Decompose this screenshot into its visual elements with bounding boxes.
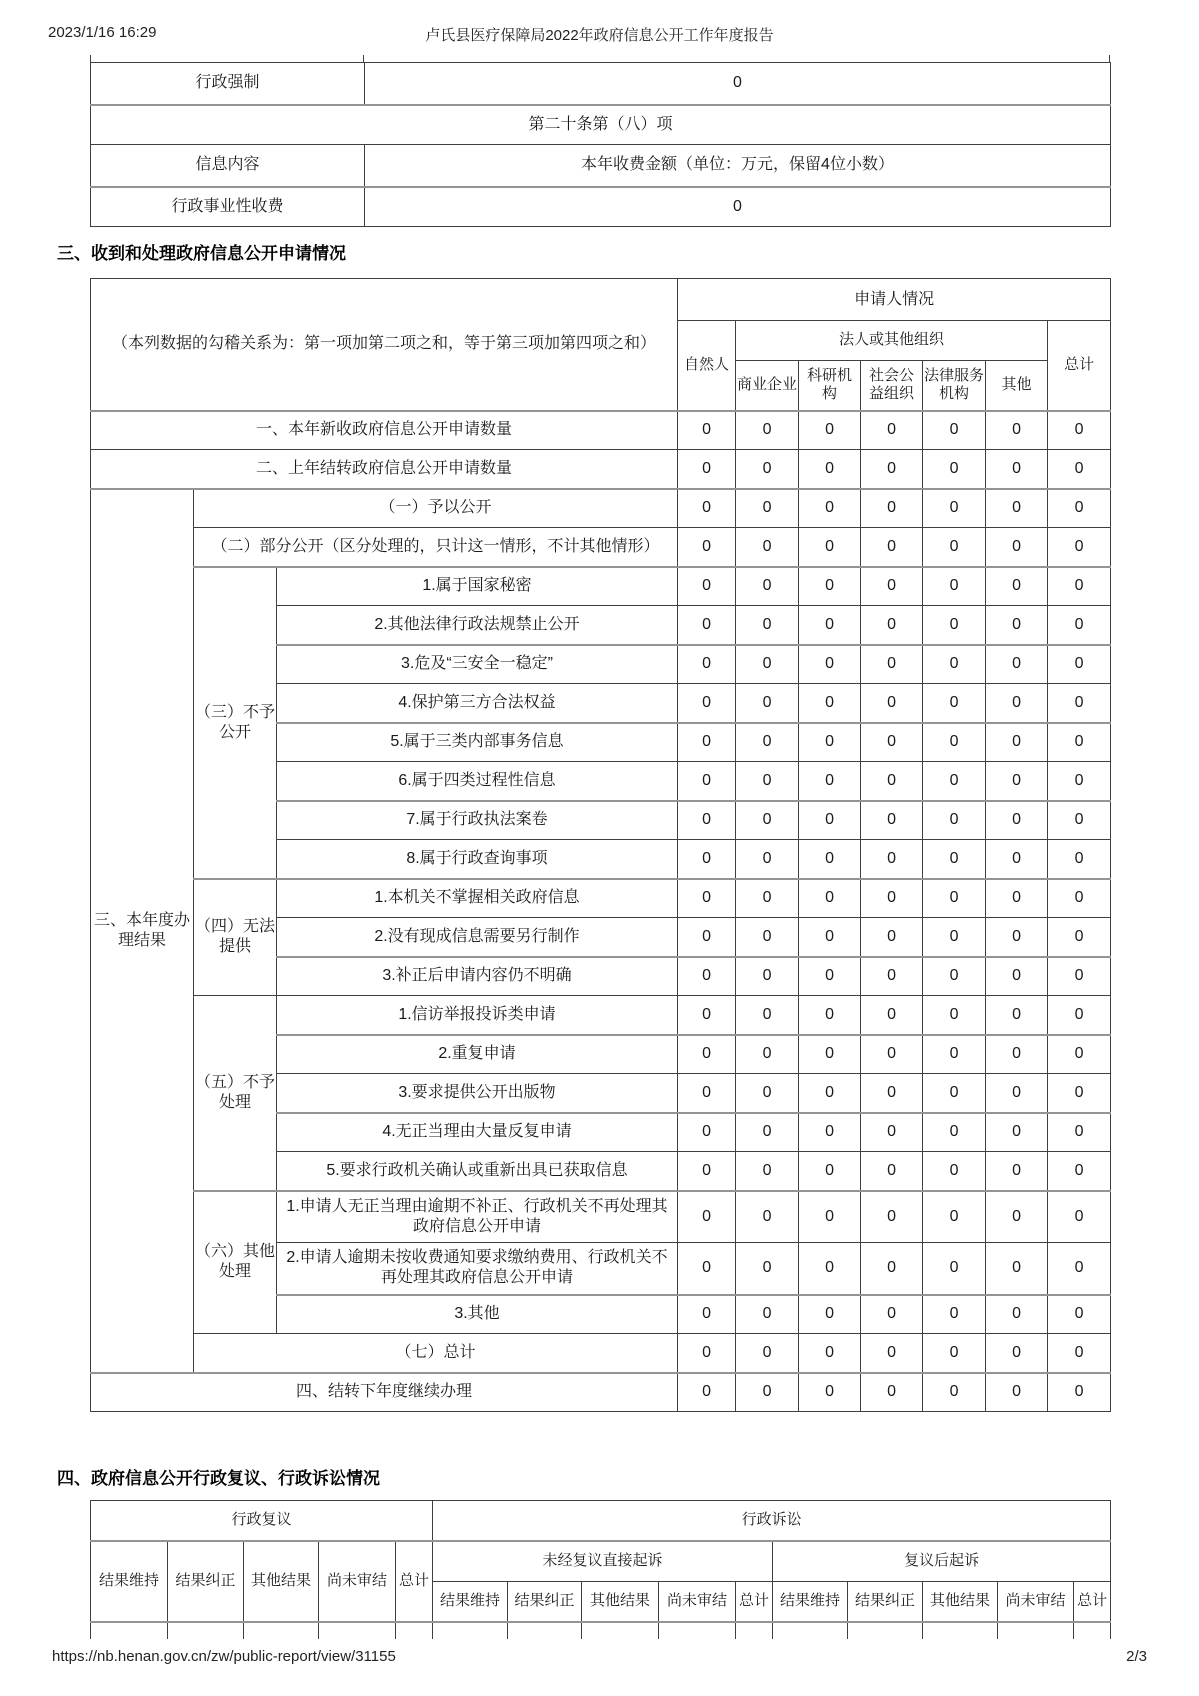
count-cell: 0 [1048, 450, 1111, 489]
count-cell: 0 [1048, 528, 1111, 567]
group-other-process: （六）其他处理 [194, 1191, 277, 1334]
count-cell: 0 [986, 1152, 1048, 1191]
count-cell: 0 [678, 1334, 736, 1373]
col-other: 其他 [986, 361, 1048, 411]
header-row [91, 1501, 1111, 1541]
count-cell: 0 [861, 1074, 923, 1113]
count-cell: 0 [736, 840, 799, 879]
table-row [91, 63, 1111, 105]
count-cell: 0 [799, 996, 861, 1035]
empty-cell [396, 1622, 433, 1639]
section-heading-review-litigation: 四、政府信息公开行政复议、行政诉讼情况 [57, 1469, 380, 1488]
count-cell: 0 [799, 762, 861, 801]
count-cell: 0 [678, 684, 736, 723]
count-cell: 0 [861, 606, 923, 645]
count-cell: 0 [923, 957, 986, 996]
count-cell: 0 [736, 801, 799, 840]
col-total: 总计 [1048, 321, 1111, 411]
group-annual-results: 三、本年度办理结果 [91, 489, 194, 1373]
count-cell: 0 [1048, 723, 1111, 762]
row-label: 2.重复申请 [277, 1035, 678, 1074]
row-label: 5.要求行政机关确认或重新出具已获取信息 [277, 1152, 678, 1191]
count-cell: 0 [1048, 684, 1111, 723]
col-research: 科研机构 [799, 361, 861, 411]
row-label: 2.其他法律行政法规禁止公开 [277, 606, 678, 645]
count-cell: 0 [799, 1373, 861, 1412]
col-result-corrected: 结果纠正 [508, 1582, 582, 1622]
count-cell: 0 [736, 606, 799, 645]
count-cell: 0 [923, 996, 986, 1035]
count-cell: 0 [1048, 996, 1111, 1035]
count-cell: 0 [736, 450, 799, 489]
row-label: （七）总计 [194, 1334, 678, 1373]
count-cell: 0 [678, 1295, 736, 1334]
empty-cell [244, 1622, 319, 1639]
count-cell: 0 [986, 1035, 1048, 1074]
group-unable-provide: （四）无法提供 [194, 879, 277, 996]
row-label: 2.申请人逾期未按收费通知要求缴纳费用、行政机关不再处理其政府信息公开申请 [277, 1243, 678, 1295]
count-cell: 0 [799, 918, 861, 957]
count-cell: 0 [861, 1152, 923, 1191]
row-label: 3.补正后申请内容仍不明确 [277, 957, 678, 996]
count-cell: 0 [678, 606, 736, 645]
count-cell: 0 [1048, 801, 1111, 840]
count-cell: 0 [986, 450, 1048, 489]
count-cell: 0 [861, 528, 923, 567]
row-label: （一）予以公开 [194, 489, 678, 528]
count-cell: 0 [986, 996, 1048, 1035]
count-cell: 0 [736, 1295, 799, 1334]
review-litigation-table [90, 1500, 1111, 1639]
count-cell: 0 [923, 723, 986, 762]
count-cell: 0 [736, 879, 799, 918]
count-cell: 0 [861, 1113, 923, 1152]
applicant-header: 申请人情况 [678, 279, 1111, 321]
col-result-upheld: 结果维持 [91, 1541, 168, 1622]
count-cell: 0 [799, 567, 861, 606]
count-cell: 0 [736, 1074, 799, 1113]
table-cut-stub [90, 55, 1110, 62]
table-row [91, 996, 1111, 1035]
count-cell: 0 [986, 879, 1048, 918]
col-legal-org: 法人或其他组织 [736, 321, 1048, 361]
count-cell: 0 [799, 957, 861, 996]
col-result-upheld: 结果维持 [433, 1582, 508, 1622]
count-cell: 0 [736, 567, 799, 606]
count-cell: 0 [923, 645, 986, 684]
empty-cell [736, 1622, 773, 1639]
cut-stub-divider [363, 55, 364, 62]
count-cell: 0 [799, 411, 861, 450]
count-cell: 0 [678, 1152, 736, 1191]
count-cell: 0 [986, 1191, 1048, 1243]
count-cell: 0 [678, 801, 736, 840]
count-cell: 0 [986, 957, 1048, 996]
count-cell: 0 [986, 762, 1048, 801]
count-cell: 0 [736, 1035, 799, 1074]
count-cell: 0 [923, 762, 986, 801]
count-cell: 0 [986, 645, 1048, 684]
count-cell: 0 [861, 684, 923, 723]
count-cell: 0 [736, 996, 799, 1035]
empty-cell [773, 1622, 848, 1639]
col-pending: 尚未审结 [319, 1541, 396, 1622]
count-cell: 0 [736, 918, 799, 957]
count-cell: 0 [1048, 1334, 1111, 1373]
count-cell: 0 [986, 684, 1048, 723]
table-row [91, 1191, 1111, 1243]
count-cell: 0 [799, 450, 861, 489]
count-cell: 0 [678, 840, 736, 879]
empty-cell [91, 1622, 168, 1639]
count-cell: 0 [861, 957, 923, 996]
row-value: 0 [365, 187, 1111, 227]
empty-cell [1074, 1622, 1111, 1639]
count-cell: 0 [861, 450, 923, 489]
count-cell: 0 [923, 840, 986, 879]
count-cell: 0 [799, 723, 861, 762]
count-cell: 0 [1048, 879, 1111, 918]
row-label: 4.保护第三方合法权益 [277, 684, 678, 723]
empty-cell [848, 1622, 923, 1639]
count-cell: 0 [736, 1334, 799, 1373]
empty-cell [319, 1622, 396, 1639]
row-label: 2.没有现成信息需要另行制作 [277, 918, 678, 957]
count-cell: 0 [986, 918, 1048, 957]
count-cell: 0 [736, 489, 799, 528]
col-public-welfare: 社会公益组织 [861, 361, 923, 411]
count-cell: 0 [986, 801, 1048, 840]
count-cell: 0 [799, 684, 861, 723]
post-review-suit-header: 复议后起诉 [773, 1541, 1111, 1582]
count-cell: 0 [923, 1373, 986, 1412]
count-cell: 0 [736, 528, 799, 567]
count-cell: 0 [923, 450, 986, 489]
count-cell: 0 [1048, 1035, 1111, 1074]
count-cell: 0 [986, 1074, 1048, 1113]
count-cell: 0 [1048, 840, 1111, 879]
row-label: （二）部分公开（区分处理的，只计这一情形，不计其他情形） [194, 528, 678, 567]
count-cell: 0 [1048, 762, 1111, 801]
count-cell: 0 [1048, 411, 1111, 450]
col-result-corrected: 结果纠正 [848, 1582, 923, 1622]
cut-off-data-row [91, 1622, 1111, 1639]
litigation-header: 行政诉讼 [433, 1501, 1111, 1541]
merged-section-label: 第二十条第（八）项 [91, 105, 1111, 145]
count-cell: 0 [736, 1373, 799, 1412]
count-cell: 0 [678, 1373, 736, 1412]
count-cell: 0 [861, 1035, 923, 1074]
row-label: 1.申请人无正当理由逾期不补正、行政机关不再处理其政府信息公开申请 [277, 1191, 678, 1243]
group-refuse-disclosure: （三）不予公开 [194, 567, 277, 879]
row-label: 3.其他 [277, 1295, 678, 1334]
count-cell: 0 [799, 1152, 861, 1191]
count-cell: 0 [736, 684, 799, 723]
count-cell: 0 [799, 1295, 861, 1334]
count-cell: 0 [923, 1295, 986, 1334]
count-cell: 0 [923, 489, 986, 528]
row-label: 行政事业性收费 [91, 187, 365, 227]
reconciliation-note: （本列数据的勾稽关系为：第一项加第二项之和，等于第三项加第四项之和） [91, 279, 678, 411]
count-cell: 0 [1048, 1191, 1111, 1243]
count-cell: 0 [861, 411, 923, 450]
count-cell: 0 [799, 1191, 861, 1243]
row-label: 8.属于行政查询事项 [277, 840, 678, 879]
count-cell: 0 [799, 840, 861, 879]
count-cell: 0 [986, 1334, 1048, 1373]
count-cell: 0 [799, 645, 861, 684]
count-cell: 0 [678, 957, 736, 996]
count-cell: 0 [861, 801, 923, 840]
count-cell: 0 [923, 1113, 986, 1152]
count-cell: 0 [986, 489, 1048, 528]
row-label: 1.属于国家秘密 [277, 567, 678, 606]
col-total: 总计 [736, 1582, 773, 1622]
count-cell: 0 [986, 411, 1048, 450]
count-cell: 0 [1048, 1113, 1111, 1152]
row-value: 0 [365, 63, 1111, 105]
count-cell: 0 [736, 645, 799, 684]
count-cell: 0 [986, 723, 1048, 762]
col-other-result: 其他结果 [582, 1582, 659, 1622]
header-row [91, 279, 1111, 321]
count-cell: 0 [799, 1074, 861, 1113]
table-row [91, 450, 1111, 489]
col-result-corrected: 结果纠正 [168, 1541, 244, 1622]
count-cell: 0 [678, 762, 736, 801]
count-cell: 0 [923, 528, 986, 567]
count-cell: 0 [923, 1334, 986, 1373]
col-business: 商业企业 [736, 361, 799, 411]
print-datetime: 2023/1/16 16:29 [48, 24, 157, 41]
col-total: 总计 [396, 1541, 433, 1622]
count-cell: 0 [861, 1373, 923, 1412]
count-cell: 0 [861, 762, 923, 801]
count-cell: 0 [1048, 489, 1111, 528]
count-cell: 0 [799, 1243, 861, 1295]
print-header [0, 24, 1199, 45]
header-row [91, 1541, 1111, 1582]
count-cell: 0 [923, 1243, 986, 1295]
col-other-result: 其他结果 [923, 1582, 998, 1622]
count-cell: 0 [736, 1191, 799, 1243]
count-cell: 0 [986, 1295, 1048, 1334]
count-cell: 0 [736, 1152, 799, 1191]
row-value: 本年收费金额（单位：万元，保留4位小数） [365, 145, 1111, 187]
table-row [91, 1373, 1111, 1412]
count-cell: 0 [736, 957, 799, 996]
count-cell: 0 [986, 1373, 1048, 1412]
count-cell: 0 [678, 411, 736, 450]
count-cell: 0 [1048, 1373, 1111, 1412]
count-cell: 0 [799, 528, 861, 567]
row-label: 3.危及“三安全一稳定” [277, 645, 678, 684]
count-cell: 0 [986, 606, 1048, 645]
count-cell: 0 [923, 801, 986, 840]
table-row [91, 105, 1111, 145]
count-cell: 0 [736, 762, 799, 801]
row-label: 一、本年新收政府信息公开申请数量 [91, 411, 678, 450]
count-cell: 0 [1048, 606, 1111, 645]
count-cell: 0 [986, 840, 1048, 879]
row-label: 四、结转下年度继续办理 [91, 1373, 678, 1412]
empty-cell [168, 1622, 244, 1639]
empty-cell [998, 1622, 1074, 1639]
count-cell: 0 [861, 645, 923, 684]
count-cell: 0 [736, 1243, 799, 1295]
count-cell: 0 [1048, 918, 1111, 957]
count-cell: 0 [861, 879, 923, 918]
count-cell: 0 [678, 723, 736, 762]
count-cell: 0 [986, 1113, 1048, 1152]
row-label: 4.无正当理由大量反复申请 [277, 1113, 678, 1152]
section-heading-applications: 三、收到和处理政府信息公开申请情况 [57, 244, 346, 263]
table-row [91, 1334, 1111, 1373]
count-cell: 0 [861, 1334, 923, 1373]
row-label: 1.信访举报投诉类申请 [277, 996, 678, 1035]
count-cell: 0 [678, 645, 736, 684]
count-cell: 0 [678, 996, 736, 1035]
count-cell: 0 [923, 1191, 986, 1243]
count-cell: 0 [799, 606, 861, 645]
row-label: 6.属于四类过程性信息 [277, 762, 678, 801]
row-label: 信息内容 [91, 145, 365, 187]
count-cell: 0 [1048, 1152, 1111, 1191]
count-cell: 0 [678, 489, 736, 528]
count-cell: 0 [923, 879, 986, 918]
row-label: 1.本机关不掌握相关政府信息 [277, 879, 678, 918]
empty-cell [659, 1622, 736, 1639]
table-row [91, 567, 1111, 606]
count-cell: 0 [861, 567, 923, 606]
empty-cell [508, 1622, 582, 1639]
count-cell: 0 [678, 1113, 736, 1152]
count-cell: 0 [799, 801, 861, 840]
count-cell: 0 [678, 918, 736, 957]
count-cell: 0 [923, 606, 986, 645]
col-pending: 尚未审结 [998, 1582, 1074, 1622]
count-cell: 0 [861, 996, 923, 1035]
table-row [91, 411, 1111, 450]
count-cell: 0 [678, 450, 736, 489]
count-cell: 0 [799, 489, 861, 528]
count-cell: 0 [861, 918, 923, 957]
count-cell: 0 [861, 723, 923, 762]
count-cell: 0 [923, 1152, 986, 1191]
empty-cell [923, 1622, 998, 1639]
count-cell: 0 [861, 489, 923, 528]
count-cell: 0 [678, 528, 736, 567]
count-cell: 0 [799, 879, 861, 918]
count-cell: 0 [799, 1035, 861, 1074]
count-cell: 0 [986, 567, 1048, 606]
count-cell: 0 [799, 1334, 861, 1373]
count-cell: 0 [986, 528, 1048, 567]
col-result-upheld: 结果维持 [773, 1582, 848, 1622]
group-refuse-process: （五）不予处理 [194, 996, 277, 1191]
count-cell: 0 [923, 684, 986, 723]
col-legal-service: 法律服务机构 [923, 361, 986, 411]
empty-cell [582, 1622, 659, 1639]
count-cell: 0 [1048, 1243, 1111, 1295]
count-cell: 0 [799, 1113, 861, 1152]
count-cell: 0 [923, 918, 986, 957]
count-cell: 0 [1048, 1074, 1111, 1113]
count-cell: 0 [1048, 645, 1111, 684]
fees-table [90, 62, 1111, 227]
count-cell: 0 [678, 879, 736, 918]
review-header: 行政复议 [91, 1501, 433, 1541]
direct-suit-header: 未经复议直接起诉 [433, 1541, 773, 1582]
count-cell: 0 [923, 411, 986, 450]
count-cell: 0 [1048, 1295, 1111, 1334]
count-cell: 0 [861, 1243, 923, 1295]
count-cell: 0 [861, 1191, 923, 1243]
applications-table [90, 278, 1111, 1412]
table-row [91, 879, 1111, 918]
row-label: 二、上年结转政府信息公开申请数量 [91, 450, 678, 489]
col-other-result: 其他结果 [244, 1541, 319, 1622]
table-row [91, 528, 1111, 567]
count-cell: 0 [986, 1243, 1048, 1295]
count-cell: 0 [678, 1243, 736, 1295]
table-row [91, 187, 1111, 227]
count-cell: 0 [736, 411, 799, 450]
count-cell: 0 [1048, 567, 1111, 606]
row-label: 3.要求提供公开出版物 [277, 1074, 678, 1113]
count-cell: 0 [678, 567, 736, 606]
table-row [91, 145, 1111, 187]
count-cell: 0 [861, 1295, 923, 1334]
count-cell: 0 [736, 723, 799, 762]
count-cell: 0 [736, 1113, 799, 1152]
col-pending: 尚未审结 [659, 1582, 736, 1622]
row-label: 7.属于行政执法案卷 [277, 801, 678, 840]
count-cell: 0 [923, 1035, 986, 1074]
source-url: https://nb.henan.gov.cn/zw/public-report/view/31155 [52, 1648, 396, 1665]
page-number: 2/3 [1126, 1648, 1147, 1665]
row-label: 5.属于三类内部事务信息 [277, 723, 678, 762]
count-cell: 0 [861, 840, 923, 879]
count-cell: 0 [923, 567, 986, 606]
count-cell: 0 [1048, 957, 1111, 996]
count-cell: 0 [678, 1035, 736, 1074]
col-natural-person: 自然人 [678, 321, 736, 411]
count-cell: 0 [923, 1074, 986, 1113]
page-title: 卢氏县医疗保障局2022年政府信息公开工作年度报告 [425, 27, 774, 44]
count-cell: 0 [678, 1191, 736, 1243]
table-row [91, 489, 1111, 528]
empty-cell [433, 1622, 508, 1639]
col-total: 总计 [1074, 1582, 1111, 1622]
count-cell: 0 [678, 1074, 736, 1113]
row-label: 行政强制 [91, 63, 365, 105]
